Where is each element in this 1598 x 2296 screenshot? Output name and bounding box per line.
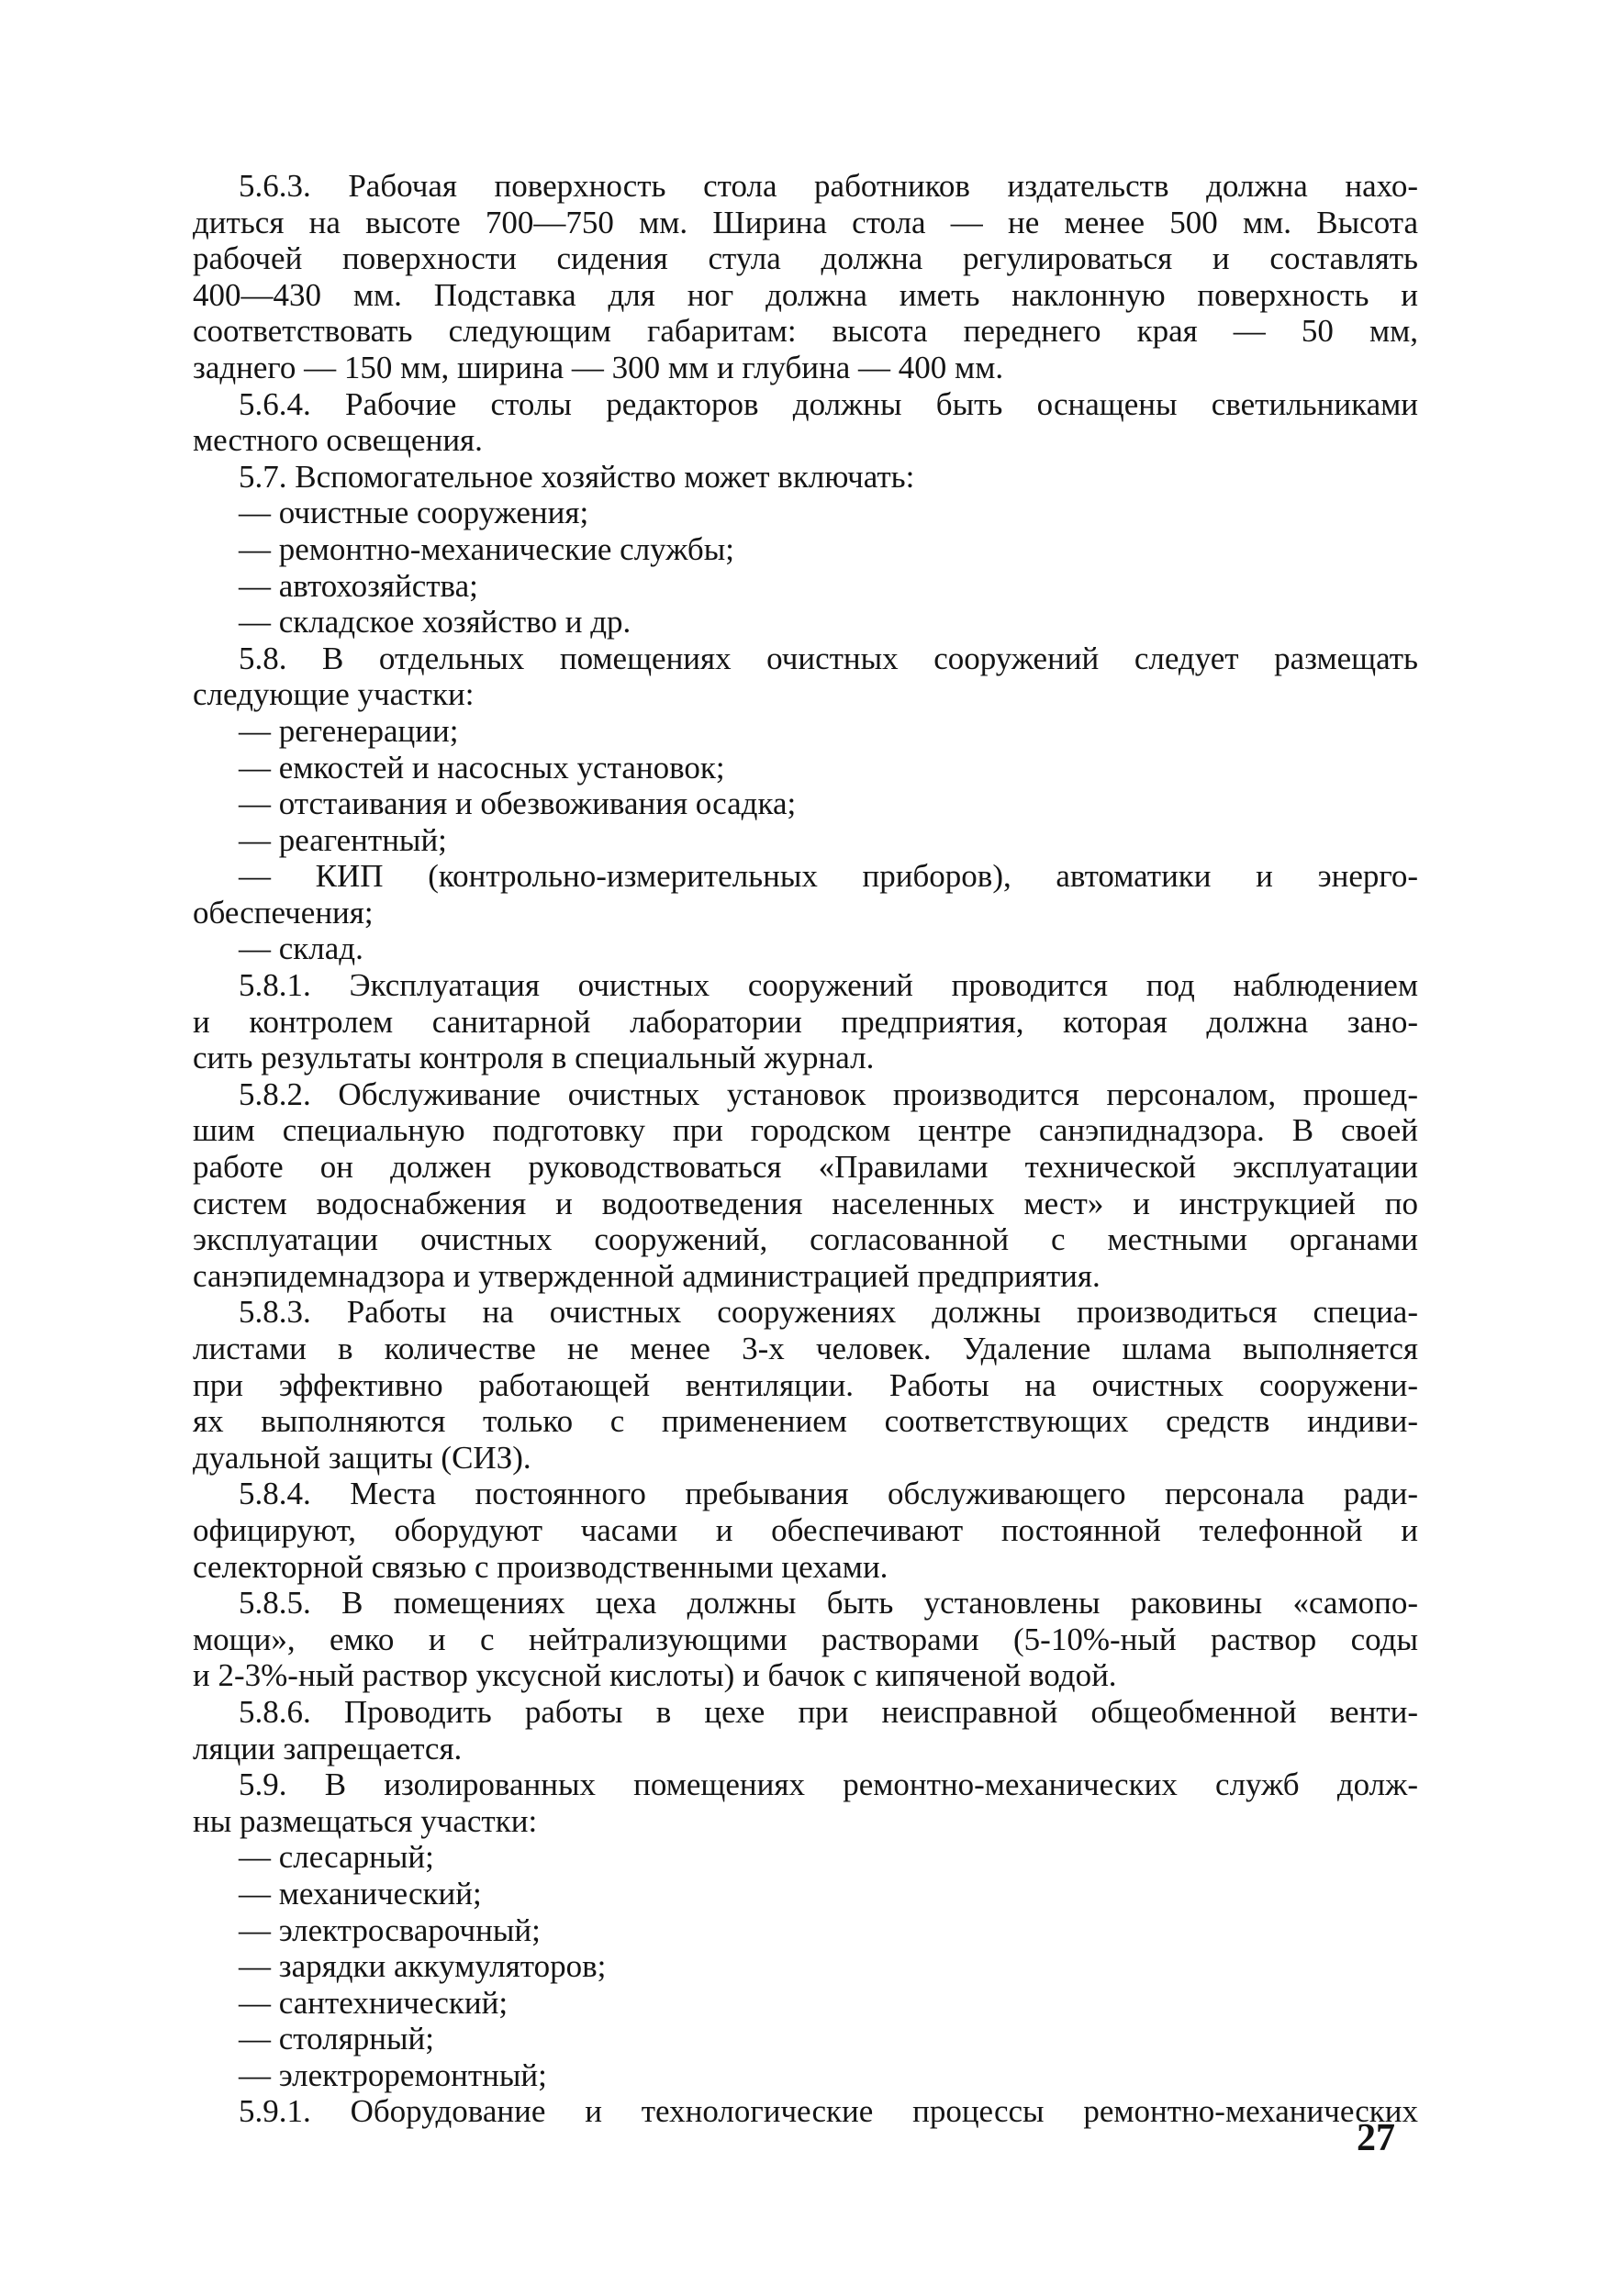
text-line: селекторной связью с производственными цехами.: [193, 1548, 888, 1585]
text-line: — КИП (контрольно-измерительных приборов), автоматики и энерго-: [239, 858, 1418, 895]
text-line: ны размещаться участки:: [193, 1802, 538, 1839]
text-line: 5.7. Вспомогательное хозяйство может включать:: [239, 458, 915, 495]
text-line: — электросварочный;: [239, 1911, 541, 1948]
text-line: — сантехнический;: [239, 1984, 508, 2021]
text-line: при эффективно работающей вентиляции. Работы на очистных сооружени-: [193, 1366, 1418, 1403]
text-line: — ремонтно-механические службы;: [239, 530, 734, 567]
text-line: 5.8.2. Обслуживание очистных установок производится персоналом, прошед-: [239, 1076, 1418, 1112]
text-line: работе он должен руководствоваться «Правилами технической эксплуатации: [193, 1149, 1418, 1186]
text-line: 5.9.1. Оборудование и технологические процессы ремонтно-механических: [239, 2093, 1418, 2130]
text-line: — отстаивания и обезвоживания осадка;: [239, 786, 797, 822]
text-line: дуальной защиты (СИЗ).: [193, 1439, 531, 1476]
text-line: следующие участки:: [193, 676, 475, 713]
text-line: систем водоснабжения и водоотведения населенных мест» и инструкцией по: [193, 1185, 1418, 1221]
text-line: — электроремонтный;: [239, 2056, 547, 2093]
text-line: диться на высоте 700—750 мм. Ширина стола — не менее 500 мм. Высота: [193, 204, 1418, 240]
text-line: эксплуатации очистных сооружений, согласованной с местными органами: [193, 1221, 1418, 1258]
text-line: 5.6.3. Рабочая поверхность стола работников издательств должна нахо-: [239, 168, 1418, 204]
text-line: — реагентный;: [239, 821, 447, 858]
page-number: 27: [1357, 2117, 1395, 2159]
text-line: — складское хозяйство и др.: [239, 604, 631, 641]
text-line: и контролем санитарной лаборатории предприятия, которая должна зано-: [193, 1003, 1418, 1040]
text-line: 5.9. В изолированных помещениях ремонтно-механических служб долж-: [239, 1767, 1418, 1803]
text-line: — автохозяйства;: [239, 567, 478, 604]
text-line: соответствовать следующим габаритам: высота переднего края — 50 мм,: [193, 313, 1418, 350]
text-line: рабочей поверхности сидения стула должна регулироваться и составлять: [193, 240, 1418, 277]
text-line: — механический;: [239, 1875, 482, 1911]
text-line: обеспечения;: [193, 894, 374, 931]
text-line: — столярный;: [239, 2021, 434, 2057]
text-line: 400—430 мм. Подставка для ног должна иметь наклонную поверхность и: [193, 276, 1418, 313]
body-text: [193, 168, 1418, 2130]
text-line: — слесарный;: [239, 1839, 434, 1876]
text-line: сить результаты контроля в специальный журнал.: [193, 1040, 875, 1076]
text-line: — емкостей и насосных установок;: [239, 749, 725, 786]
text-line: и 2-3%-ный раствор уксусной кислоты) и бачок с кипяченой водой.: [193, 1657, 1117, 1694]
text-line: 5.8.1. Эксплуатация очистных сооружений проводится под наблюдением: [239, 967, 1418, 1004]
text-line: — очистные сооружения;: [239, 495, 589, 531]
text-line: мощи», емко и с нейтрализующими растворами (5-10%-ный раствор соды: [193, 1621, 1418, 1657]
text-line: ляции запрещается.: [193, 1730, 463, 1767]
text-line: санэпидемнадзора и утвержденной администрацией предприятия.: [193, 1257, 1101, 1294]
text-line: 5.8. В отдельных помещениях очистных сооружений следует размещать: [239, 640, 1418, 676]
text-line: 5.8.6. Проводить работы в цехе при неисправной общеобменной венти-: [239, 1693, 1418, 1730]
text-line: 5.8.5. В помещениях цеха должны быть установлены раковины «самопо-: [239, 1585, 1418, 1622]
text-line: 5.6.4. Рабочие столы редакторов должны быть оснащены светильниками: [239, 385, 1418, 422]
text-line: местного освещения.: [193, 422, 483, 459]
text-line: — зарядки аккумуляторов;: [239, 1948, 607, 1985]
text-line: 5.8.3. Работы на очистных сооружениях должны производиться специа-: [239, 1294, 1418, 1331]
text-line: шим специальную подготовку при городском центре санэпиднадзора. В своей: [193, 1112, 1418, 1149]
text-line: — склад.: [239, 931, 363, 967]
text-line: — регенерации;: [239, 712, 459, 749]
text-line: официруют, оборудуют часами и обеспечивают постоянной телефонной и: [193, 1511, 1418, 1548]
text-line: 5.8.4. Места постоянного пребывания обслуживающего персонала ради-: [239, 1476, 1418, 1512]
text-line: заднего — 150 мм, ширина — 300 мм и глубина — 400 мм.: [193, 349, 1004, 385]
text-line: ях выполняются только с применением соответствующих средств индиви-: [193, 1403, 1418, 1440]
text-line: листами в количестве не менее 3-х человек. Удаление шлама выполняется: [193, 1331, 1418, 1366]
